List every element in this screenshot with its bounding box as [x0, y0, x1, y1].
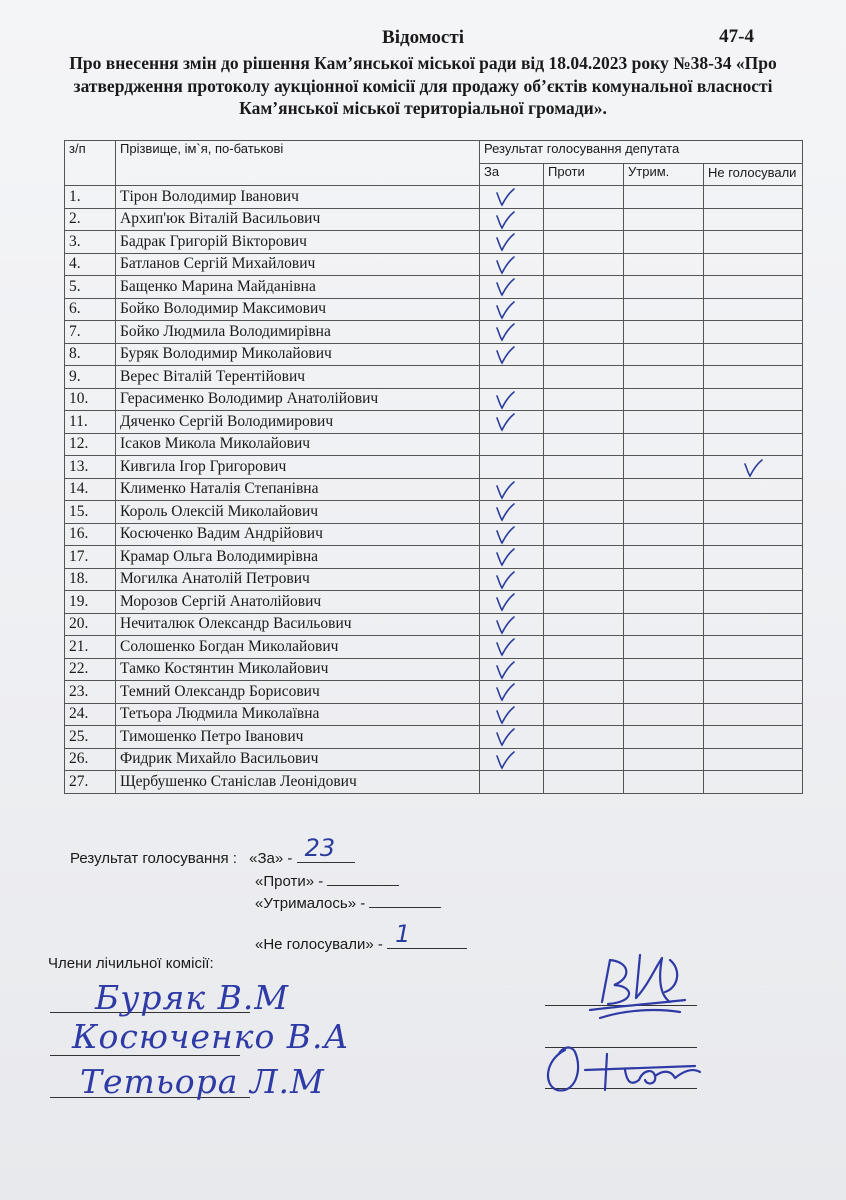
summary-label: Результат голосування : — [70, 850, 237, 867]
column-header-name: Прізвище, ім`я, по-батькові — [116, 141, 480, 186]
vote-cell-for — [480, 771, 544, 794]
table-row — [65, 321, 803, 344]
table-row — [65, 748, 803, 771]
vote-cell-abstain — [624, 726, 704, 749]
vote-cell-for — [480, 658, 544, 681]
row-number: 5. — [65, 276, 116, 299]
deputy-name: Клименко Наталія Степанівна — [116, 478, 480, 501]
vote-cell-against — [544, 748, 624, 771]
vote-cell-for — [480, 186, 544, 209]
commission-signature-3: Тетьора Л.М — [80, 1062, 325, 1101]
table-row — [65, 231, 803, 254]
vote-cell-for — [480, 636, 544, 659]
column-header-number: з/п — [65, 141, 116, 186]
row-number: 26. — [65, 748, 116, 771]
table-row — [65, 343, 803, 366]
vote-cell-none — [704, 321, 803, 344]
vote-cell-against — [544, 388, 624, 411]
vote-cell-abstain — [624, 411, 704, 434]
vote-cell-abstain — [624, 613, 704, 636]
column-header-not-voted: Не голосували — [704, 163, 803, 186]
document-title: Відомості — [382, 27, 464, 48]
deputy-name: Морозов Сергій Анатолійович — [116, 591, 480, 614]
deputy-name: Щербушенко Станіслав Леонідович — [116, 771, 480, 794]
checkmark-icon — [494, 727, 516, 747]
table-row — [65, 478, 803, 501]
deputy-name: Тимошенко Петро Іванович — [116, 726, 480, 749]
table-row — [65, 456, 803, 479]
vote-cell-abstain — [624, 186, 704, 209]
summary-abstain-blank — [369, 893, 441, 908]
vote-cell-none — [704, 636, 803, 659]
summary-for-value: 23 — [304, 834, 336, 862]
table-row — [65, 591, 803, 614]
checkmark-icon — [494, 705, 516, 725]
row-number: 8. — [65, 343, 116, 366]
deputy-name: Бойко Людмила Володимирівна — [116, 321, 480, 344]
table-row — [65, 186, 803, 209]
vote-cell-none — [704, 703, 803, 726]
vote-cell-against — [544, 343, 624, 366]
deputy-name: Тірон Володимир Іванович — [116, 186, 480, 209]
commission-signature-1: Буряк В.М — [95, 978, 290, 1017]
checkmark-icon — [494, 592, 516, 612]
commission-label: Члени лічильної комісії: — [48, 955, 214, 972]
checkmark-icon — [494, 615, 516, 635]
table-row — [65, 658, 803, 681]
vote-cell-against — [544, 613, 624, 636]
deputy-name: Король Олексій Миколайович — [116, 501, 480, 524]
vote-cell-for — [480, 591, 544, 614]
deputy-name: Фидрик Михайло Васильович — [116, 748, 480, 771]
deputy-name: Верес Віталій Терентійович — [116, 366, 480, 389]
vote-cell-abstain — [624, 388, 704, 411]
deputy-name: Бойко Володимир Максимович — [116, 298, 480, 321]
table-row — [65, 501, 803, 524]
vote-cell-for — [480, 433, 544, 456]
vote-cell-against — [544, 771, 624, 794]
checkmark-icon — [494, 390, 516, 410]
checkmark-icon — [494, 750, 516, 770]
deputy-name: Тамко Костянтин Миколайович — [116, 658, 480, 681]
summary-for-blank — [297, 834, 355, 863]
row-number: 4. — [65, 253, 116, 276]
vote-cell-abstain — [624, 253, 704, 276]
table-row — [65, 726, 803, 749]
deputy-name: Герасименко Володимир Анатолійович — [116, 388, 480, 411]
checkmark-icon — [494, 322, 516, 342]
vote-cell-for — [480, 478, 544, 501]
vote-cell-for — [480, 568, 544, 591]
checkmark-icon — [494, 300, 516, 320]
vote-cell-against — [544, 726, 624, 749]
signature-scribble-2 — [535, 1040, 715, 1100]
deputy-name: Косюченко Вадим Андрійович — [116, 523, 480, 546]
vote-cell-abstain — [624, 276, 704, 299]
vote-cell-abstain — [624, 298, 704, 321]
summary-none-label: «Не голосували» - — [255, 936, 383, 953]
vote-cell-none — [704, 343, 803, 366]
deputy-name: Бащенко Марина Майданівна — [116, 276, 480, 299]
vote-cell-none — [704, 366, 803, 389]
checkmark-icon — [494, 502, 516, 522]
row-number: 25. — [65, 726, 116, 749]
row-number: 15. — [65, 501, 116, 524]
vote-cell-for — [480, 411, 544, 434]
vote-cell-against — [544, 276, 624, 299]
vote-cell-abstain — [624, 703, 704, 726]
checkmark-icon — [494, 210, 516, 230]
vote-cell-none — [704, 253, 803, 276]
vote-cell-against — [544, 636, 624, 659]
vote-cell-abstain — [624, 366, 704, 389]
vote-cell-none — [704, 186, 803, 209]
table-row — [65, 411, 803, 434]
deputy-name: Темний Олександр Борисович — [116, 681, 480, 704]
voting-table — [64, 140, 803, 794]
table-row — [65, 681, 803, 704]
vote-cell-against — [544, 456, 624, 479]
vote-cell-against — [544, 186, 624, 209]
vote-cell-none — [704, 726, 803, 749]
document-subtitle: Про внесення змін до рішення Кам’янської міської ради від 18.04.2023 року №38-34 «Про затвердження протоколу аукціонної комісії для продажу об’єктів комунальної власності Кам’янської міської територіальної громади». — [69, 53, 777, 118]
vote-cell-none — [704, 411, 803, 434]
column-header-result: Результат голосування депутата — [480, 141, 803, 164]
vote-cell-against — [544, 366, 624, 389]
vote-cell-for — [480, 748, 544, 771]
vote-cell-against — [544, 523, 624, 546]
row-number: 18. — [65, 568, 116, 591]
vote-cell-against — [544, 591, 624, 614]
vote-cell-abstain — [624, 636, 704, 659]
vote-cell-against — [544, 501, 624, 524]
vote-cell-none — [704, 748, 803, 771]
vote-cell-abstain — [624, 456, 704, 479]
vote-cell-for — [480, 208, 544, 231]
vote-cell-abstain — [624, 321, 704, 344]
row-number: 27. — [65, 771, 116, 794]
row-number: 7. — [65, 321, 116, 344]
summary-none-line — [255, 920, 467, 953]
deputy-name: Буряк Володимир Миколайович — [116, 343, 480, 366]
table-row — [65, 388, 803, 411]
vote-cell-none — [704, 231, 803, 254]
vote-cell-for — [480, 321, 544, 344]
column-header-against: Проти — [544, 163, 624, 186]
vote-cell-against — [544, 433, 624, 456]
vote-cell-none — [704, 388, 803, 411]
vote-cell-none — [704, 298, 803, 321]
vote-cell-abstain — [624, 681, 704, 704]
checkmark-icon — [494, 682, 516, 702]
vote-cell-against — [544, 681, 624, 704]
vote-cell-none — [704, 613, 803, 636]
vote-cell-none — [704, 681, 803, 704]
row-number: 19. — [65, 591, 116, 614]
vote-cell-abstain — [624, 568, 704, 591]
table-row — [65, 366, 803, 389]
vote-cell-for — [480, 681, 544, 704]
deputy-name: Батланов Сергій Михайлович — [116, 253, 480, 276]
checkmark-icon — [494, 232, 516, 252]
vote-cell-against — [544, 253, 624, 276]
vote-cell-none — [704, 478, 803, 501]
summary-abstain-line — [255, 893, 441, 912]
row-number: 3. — [65, 231, 116, 254]
vote-cell-against — [544, 411, 624, 434]
summary-against-blank — [327, 871, 399, 886]
vote-cell-none — [704, 771, 803, 794]
summary-against-label: «Проти» - — [255, 873, 324, 890]
vote-cell-abstain — [624, 343, 704, 366]
vote-cell-abstain — [624, 748, 704, 771]
summary-abstain-label: «Утрималось» - — [255, 895, 366, 912]
table-row — [65, 208, 803, 231]
vote-cell-abstain — [624, 208, 704, 231]
row-number: 20. — [65, 613, 116, 636]
vote-cell-none — [704, 501, 803, 524]
voting-table-body — [65, 186, 803, 794]
table-row — [65, 253, 803, 276]
vote-cell-against — [544, 658, 624, 681]
table-row — [65, 433, 803, 456]
checkmark-icon — [742, 458, 764, 478]
vote-cell-for — [480, 366, 544, 389]
vote-cell-abstain — [624, 501, 704, 524]
vote-cell-against — [544, 546, 624, 569]
checkmark-icon — [494, 547, 516, 567]
row-number: 24. — [65, 703, 116, 726]
row-number: 10. — [65, 388, 116, 411]
deputy-name: Кивгила Ігор Григорович — [116, 456, 480, 479]
vote-cell-against — [544, 478, 624, 501]
vote-cell-against — [544, 208, 624, 231]
vote-cell-none — [704, 658, 803, 681]
summary-none-value: 1 — [395, 920, 411, 948]
vote-cell-for — [480, 276, 544, 299]
vote-cell-for — [480, 613, 544, 636]
row-number: 13. — [65, 456, 116, 479]
checkmark-icon — [494, 637, 516, 657]
vote-cell-for — [480, 231, 544, 254]
row-number: 11. — [65, 411, 116, 434]
checkmark-icon — [494, 660, 516, 680]
vote-cell-against — [544, 298, 624, 321]
deputy-name: Солошенко Богдан Миколайович — [116, 636, 480, 659]
deputy-name: Нечиталюк Олександр Васильович — [116, 613, 480, 636]
summary-for-line — [70, 834, 355, 867]
vote-cell-none — [704, 456, 803, 479]
checkmark-icon — [494, 345, 516, 365]
checkmark-icon — [494, 525, 516, 545]
vote-cell-against — [544, 321, 624, 344]
row-number: 17. — [65, 546, 116, 569]
vote-cell-none — [704, 591, 803, 614]
row-number: 1. — [65, 186, 116, 209]
vote-cell-for — [480, 523, 544, 546]
row-number: 9. — [65, 366, 116, 389]
checkmark-icon — [494, 570, 516, 590]
table-row — [65, 568, 803, 591]
vote-cell-for — [480, 343, 544, 366]
vote-cell-for — [480, 456, 544, 479]
vote-cell-abstain — [624, 658, 704, 681]
vote-cell-abstain — [624, 523, 704, 546]
table-row — [65, 636, 803, 659]
summary-against-line — [255, 871, 399, 890]
vote-cell-none — [704, 546, 803, 569]
summary-none-blank — [387, 920, 467, 949]
row-number: 21. — [65, 636, 116, 659]
deputy-name: Дяченко Сергій Володимирович — [116, 411, 480, 434]
vote-cell-none — [704, 433, 803, 456]
table-row — [65, 771, 803, 794]
table-row — [65, 523, 803, 546]
vote-cell-none — [704, 523, 803, 546]
document-number: 47-4 — [719, 26, 754, 47]
vote-cell-abstain — [624, 546, 704, 569]
table-row — [65, 546, 803, 569]
checkmark-icon — [494, 412, 516, 432]
row-number: 14. — [65, 478, 116, 501]
vote-cell-for — [480, 546, 544, 569]
vote-cell-for — [480, 703, 544, 726]
checkmark-icon — [494, 255, 516, 275]
row-number: 23. — [65, 681, 116, 704]
vote-cell-against — [544, 703, 624, 726]
vote-cell-abstain — [624, 433, 704, 456]
vote-cell-against — [544, 568, 624, 591]
summary-for-label: «За» - — [249, 850, 293, 867]
vote-cell-for — [480, 388, 544, 411]
checkmark-icon — [494, 480, 516, 500]
vote-cell-none — [704, 276, 803, 299]
vote-cell-abstain — [624, 591, 704, 614]
row-number: 22. — [65, 658, 116, 681]
commission-signature-2: Косюченко В.А — [72, 1017, 350, 1056]
table-row — [65, 276, 803, 299]
vote-cell-abstain — [624, 231, 704, 254]
table-row — [65, 703, 803, 726]
vote-cell-against — [544, 231, 624, 254]
table-row — [65, 613, 803, 636]
column-header-for: За — [480, 163, 544, 186]
vote-cell-none — [704, 568, 803, 591]
vote-cell-none — [704, 208, 803, 231]
vote-cell-for — [480, 253, 544, 276]
checkmark-icon — [494, 277, 516, 297]
vote-cell-for — [480, 501, 544, 524]
deputy-name: Крамар Ольга Володимирівна — [116, 546, 480, 569]
deputy-name: Бадрак Григорій Вікторович — [116, 231, 480, 254]
row-number: 2. — [65, 208, 116, 231]
checkmark-icon — [494, 187, 516, 207]
deputy-name: Ісаков Микола Миколайович — [116, 433, 480, 456]
row-number: 16. — [65, 523, 116, 546]
deputy-name: Тетьора Людмила Миколаївна — [116, 703, 480, 726]
vote-cell-abstain — [624, 478, 704, 501]
deputy-name: Могилка Анатолій Петрович — [116, 568, 480, 591]
row-number: 6. — [65, 298, 116, 321]
table-row — [65, 298, 803, 321]
row-number: 12. — [65, 433, 116, 456]
vote-cell-for — [480, 298, 544, 321]
deputy-name: Архип'юк Віталій Васильович — [116, 208, 480, 231]
vote-cell-for — [480, 726, 544, 749]
signature-scribble-1 — [570, 940, 700, 1045]
column-header-abstain: Утрим. — [624, 163, 704, 186]
vote-cell-abstain — [624, 771, 704, 794]
